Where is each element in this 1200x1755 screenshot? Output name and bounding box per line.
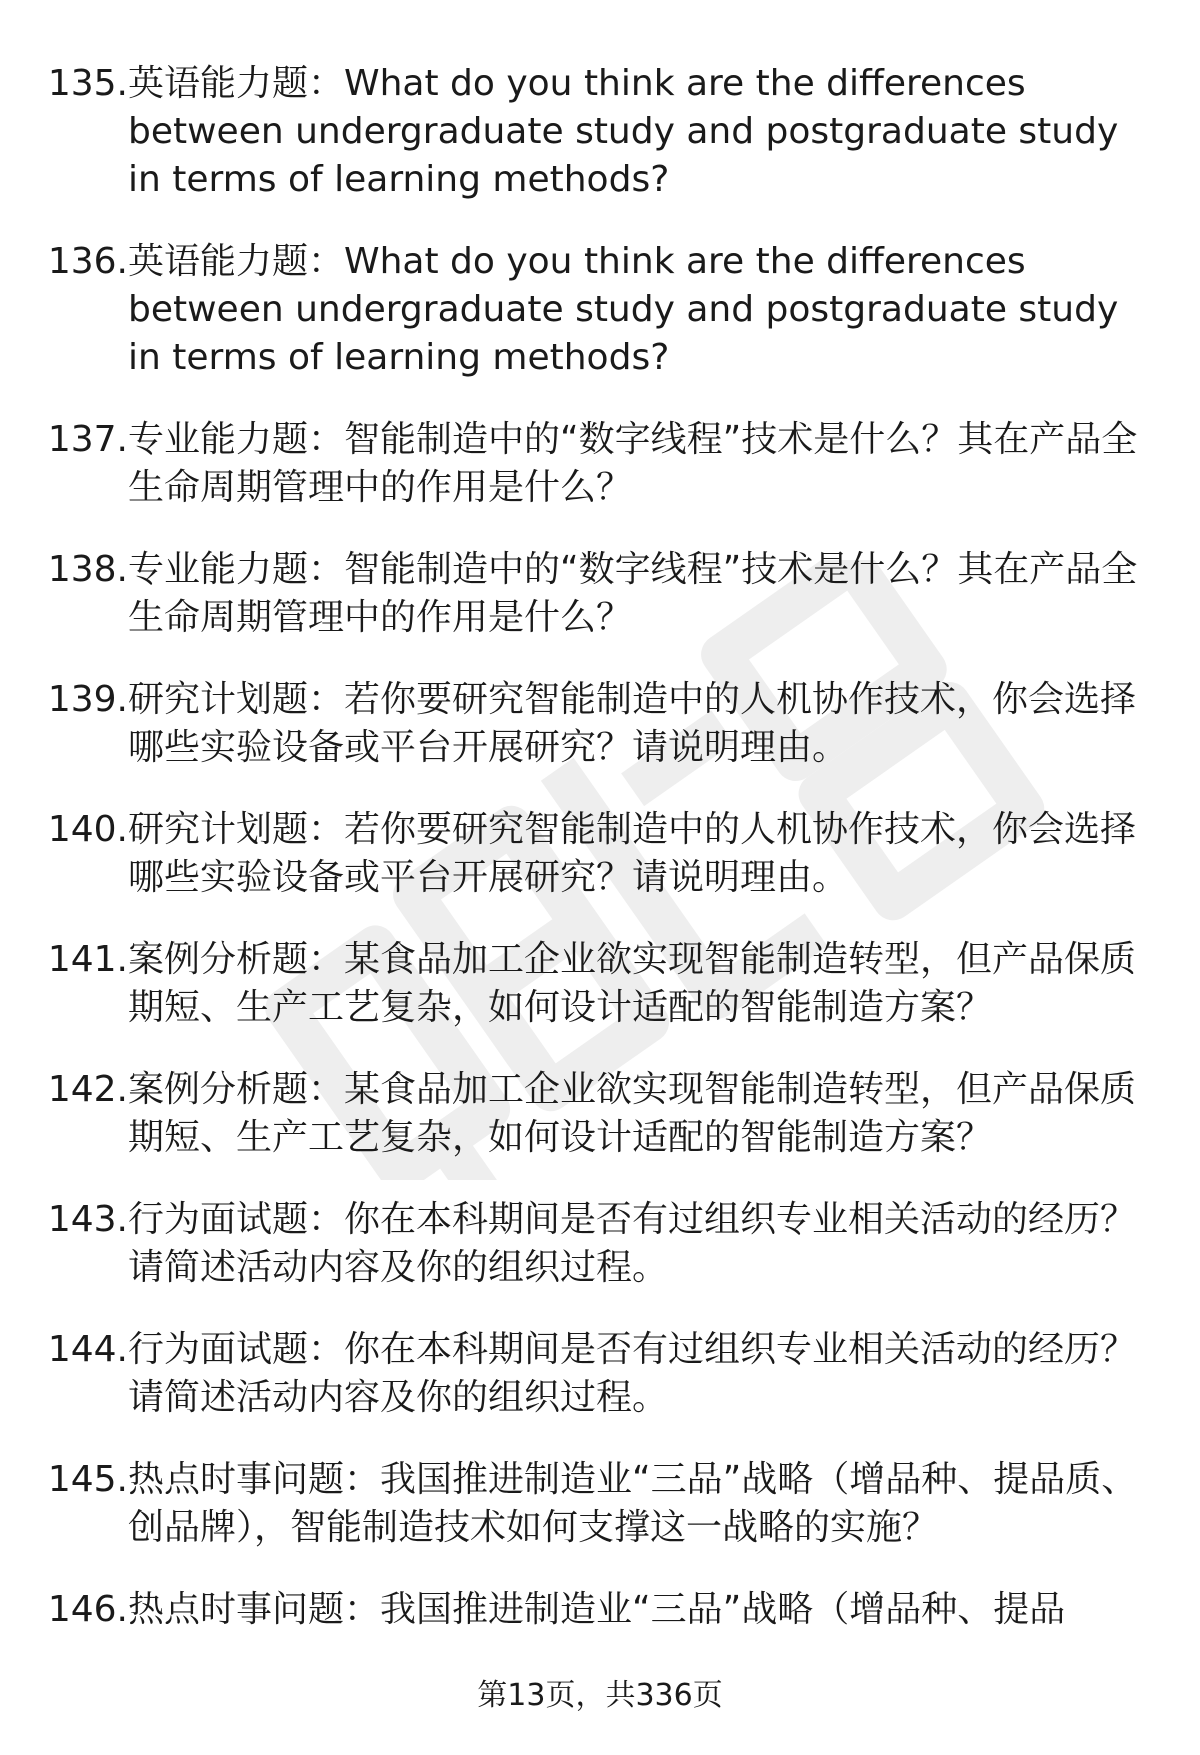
- question-number: 145.: [47, 1459, 128, 1500]
- list-item: [0, 1196, 1200, 1292]
- question-number: 143.: [47, 1199, 128, 1240]
- question-text: 行为面试题：你在本科期间是否有过组织专业相关活动的经历？请简述活动内容及你的组织过程。: [128, 1329, 1137, 1418]
- question-text: 英语能力题：What do you think are the differences between undergraduate study and postgraduate study in terms of learning methods?: [128, 63, 1119, 200]
- list-item: [0, 806, 1200, 902]
- question-text: 案例分析题：某食品加工企业欲实现智能制造转型，但产品保质期短、生产工艺复杂，如何设计适配的智能制造方案？: [128, 1069, 1137, 1158]
- list-item: [0, 1066, 1200, 1162]
- question-number: 144.: [47, 1329, 128, 1370]
- question-text: 专业能力题：智能制造中的“数字线程”技术是什么？其在产品全生命周期管理中的作用是什么？: [128, 549, 1138, 638]
- question-number: 142.: [47, 1069, 128, 1110]
- question-number: 135.: [47, 63, 128, 104]
- question-text: 研究计划题：若你要研究智能制造中的人机协作技术，你会选择哪些实验设备或平台开展研究？请说明理由。: [128, 809, 1137, 898]
- list-item: [0, 416, 1200, 512]
- question-list: [0, 60, 1200, 1668]
- list-item: [0, 1586, 1200, 1634]
- question-number: 137.: [47, 419, 128, 460]
- question-text: 热点时事问题：我国推进制造业“三品”战略（增品种、提品质、创品牌），智能制造技术如何支撑这一战略的实施？: [128, 1459, 1138, 1548]
- list-item: [0, 1456, 1200, 1552]
- list-item: [0, 1326, 1200, 1422]
- question-text: 热点时事问题：我国推进制造业“三品”战略（增品种、提品: [128, 1589, 1066, 1630]
- question-text: 专业能力题：智能制造中的“数字线程”技术是什么？其在产品全生命周期管理中的作用是什么？: [128, 419, 1138, 508]
- question-text: 研究计划题：若你要研究智能制造中的人机协作技术，你会选择哪些实验设备或平台开展研究？请说明理由。: [128, 679, 1137, 768]
- list-item: [0, 936, 1200, 1032]
- question-text: 行为面试题：你在本科期间是否有过组织专业相关活动的经历？请简述活动内容及你的组织过程。: [128, 1199, 1137, 1288]
- question-number: 146.: [47, 1589, 128, 1630]
- list-item: [0, 676, 1200, 772]
- question-number: 139.: [47, 679, 128, 720]
- list-item: [0, 60, 1200, 204]
- question-number: 138.: [47, 549, 128, 590]
- question-text: 英语能力题：What do you think are the differences between undergraduate study and postgraduate study in terms of learning methods?: [128, 241, 1119, 378]
- page-number-label: 第13页，共336页: [477, 1678, 723, 1713]
- question-number: 136.: [47, 241, 128, 282]
- question-text: 案例分析题：某食品加工企业欲实现智能制造转型，但产品保质期短、生产工艺复杂，如何设计适配的智能制造方案？: [128, 939, 1137, 1028]
- question-number: 141.: [47, 939, 128, 980]
- list-item: [0, 546, 1200, 642]
- page-footer: [0, 1676, 1200, 1716]
- list-item: [0, 238, 1200, 382]
- question-number: 140.: [47, 809, 128, 850]
